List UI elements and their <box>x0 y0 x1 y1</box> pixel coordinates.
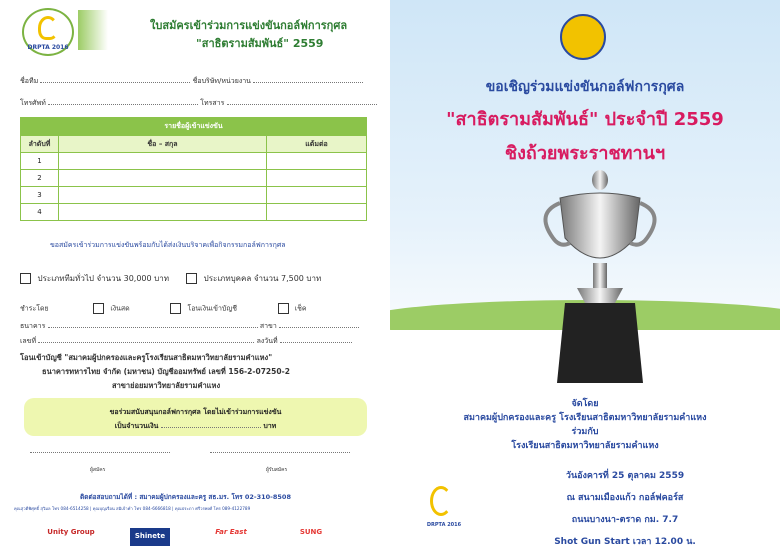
phone-row: โทรศัพท์ โทรสาร <box>20 98 377 109</box>
col-handicap-header: แต้มต่อ <box>267 136 367 153</box>
school-seal-icon <box>560 14 606 60</box>
number-row: เลขที่ ลงวันที่ <box>20 336 352 347</box>
form-header <box>0 0 390 58</box>
fax-field[interactable] <box>227 104 377 105</box>
option-row: ประเภททีมทั่วไป จำนวน 30,000 บาท ประเภทบุคคล จำนวน 7,500 บาท <box>20 272 321 285</box>
donation-box: ขอร่วมสนับสนุนกอล์ฟการกุศล โดยไม่เข้าร่วมการแข่งขัน เป็นจำนวนเงิน บาท <box>24 398 367 436</box>
form-title: ใบสมัครเข้าร่วมการแข่งขันกอล์ฟการกุศล <box>150 19 348 32</box>
account-line3: สาขาย่อยมหาวิทยาลัยรามคำแหง <box>112 381 221 390</box>
sign-receiver-label: ผู้รับสมัคร <box>266 467 288 473</box>
sponsor-logo-fareast: Far East <box>215 528 247 536</box>
event-venue: ณ สนามเมืองแก้ว กอล์ฟคอร์ส <box>566 493 684 503</box>
payment-row: ชำระโดย เงินสด โอนเงินเข้าบัญชี เช็ค <box>20 304 307 313</box>
table-row: 1 <box>21 153 367 170</box>
phone-field[interactable] <box>48 104 198 105</box>
branch-field[interactable] <box>279 327 359 328</box>
team-name-row: ชื่อทีม ชื่อบริษัท/หน่วยงาน <box>20 76 363 87</box>
with-label: ร่วมกับ <box>571 427 599 437</box>
form-subtitle: "สาธิตรามสัมพันธ์" 2559 <box>196 37 324 50</box>
bank-field[interactable] <box>48 327 258 328</box>
cash-checkbox[interactable] <box>93 303 104 314</box>
event-name: "สาธิตรามสัมพันธ์" ประจำปี 2559 <box>446 109 724 130</box>
individual-checkbox[interactable] <box>186 273 197 284</box>
number-field[interactable] <box>38 342 254 343</box>
contact-line: ติดต่อสอบถามได้ที่ : สมาคมผู้ปกครองและครู สธ.มร. โทร 02-310-8508 <box>80 493 291 501</box>
invite-text: ขอเชิญร่วมแข่งขันกอล์ฟการกุศล <box>485 79 685 95</box>
event-road: ถนนบางนา-ตราด กม. 7.7 <box>571 515 679 525</box>
col-no-header: ลำดับที่ <box>21 136 59 153</box>
bank-row: ธนาคาร สาขา <box>20 321 359 332</box>
organizer1: สมาคมผู้ปกครองและครู โรงเรียนสาธิตมหาวิทยาลัยรามคำแหง <box>463 413 707 423</box>
cheque-checkbox[interactable] <box>278 303 289 314</box>
form-note: ขอสมัครเข้าร่วมการแข่งขันพร้อมกับได้ส่งเงินบริจาคเพื่อกิจกรรมกอล์ฟการกุศล <box>50 241 286 249</box>
transfer-checkbox[interactable] <box>170 303 181 314</box>
sponsor-logo-shinete: Shinete <box>130 528 170 546</box>
trophy-text: ชิงถ้วยพระราชทานฯ <box>504 143 666 164</box>
table-caption: รายชื่อผู้เข้าแข่งขัน <box>21 118 367 136</box>
trophy-cup-icon <box>535 168 665 388</box>
organizer-label: จัดโดย <box>571 399 599 409</box>
sponsor-logo-sung: SUNG <box>299 528 323 536</box>
account-line2: ธนาคารทหารไทย จำกัด (มหาชน) บัญชีออมทรัพย์ เลขที่ 156-2-07250-2 <box>42 367 290 376</box>
table-row: 3 <box>21 187 367 204</box>
golf-logo-icon: DRPTA 2016 <box>416 486 472 536</box>
event-start: Shot Gun Start เวลา 12.00 น. <box>554 537 696 547</box>
table-row: 2 <box>21 170 367 187</box>
account-line1: โอนเข้าบัญชี "สมาคมผู้ปกครองและครูโรงเรียนสาธิตมหาวิทยาลัยรามคำแหง" <box>20 353 273 362</box>
donation-amount-field[interactable] <box>161 427 261 428</box>
organizer2: โรงเรียนสาธิตมหาวิทยาลัยรามคำแหง <box>511 441 659 451</box>
col-name-header: ชื่อ – สกุล <box>59 136 267 153</box>
sponsor-logo-unity: Unity Group <box>47 528 95 536</box>
date-field[interactable] <box>280 342 352 343</box>
golf-logo-icon <box>22 8 74 56</box>
general-team-checkbox[interactable] <box>20 273 31 284</box>
sign-applicant-label: ผู้สมัคร <box>90 467 106 473</box>
logo-year: DRPTA 2016 <box>27 44 69 51</box>
registration-table <box>20 117 367 221</box>
company-field[interactable] <box>253 82 363 83</box>
table-row: 4 <box>21 204 367 221</box>
event-poster <box>390 0 780 560</box>
contact-detail: คุณสุวดีพิศุทธิ์ สุวิมล โทร 084-6514258 | คุณบุญเรือน สมิเจ้าคำ โทร 084-6666818 | คุณประภา ศรีวรพงศ์ โทร 089-4122789 <box>14 506 251 511</box>
event-date: วันอังคารที่ 25 ตุลาคม 2559 <box>565 471 685 481</box>
team-name-field[interactable] <box>40 82 190 83</box>
